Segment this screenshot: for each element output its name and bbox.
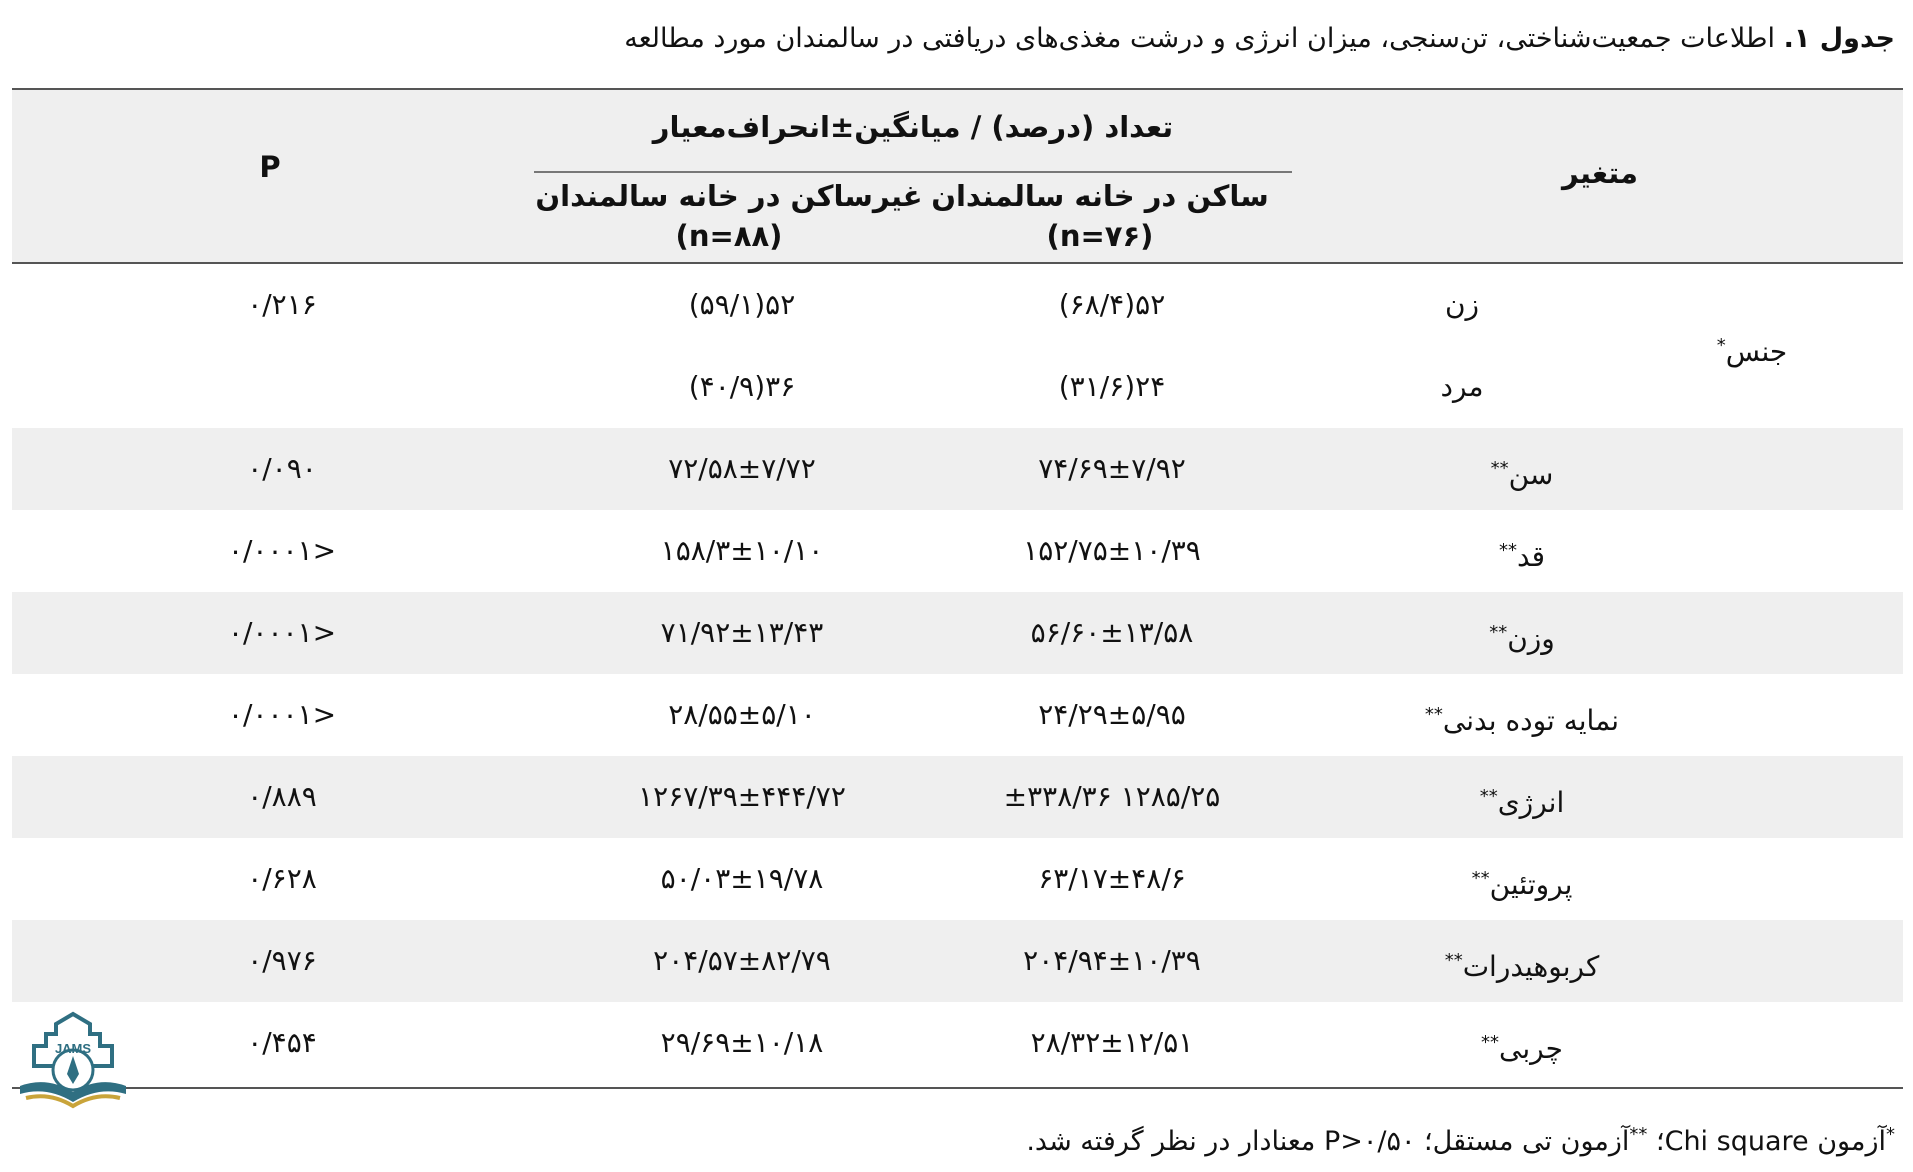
row-label-cell <box>1262 838 1782 920</box>
row-mark: ** <box>1498 540 1517 561</box>
row-label-cell <box>1262 674 1782 756</box>
row-mark: ** <box>1489 622 1508 643</box>
sex-male-label: مرد <box>1440 370 1484 403</box>
row-label: انرژی <box>1497 786 1565 819</box>
row-mark: ** <box>1490 458 1509 479</box>
row-label-cell <box>1262 510 1782 592</box>
row-p: ۰/۸۸۹ <box>247 780 317 813</box>
table-row <box>12 592 1903 674</box>
table-row <box>12 756 1903 838</box>
row-label-cell <box>1262 756 1782 838</box>
table-row <box>12 428 1903 510</box>
jams-logo <box>12 1008 134 1110</box>
row-mark: ** <box>1481 1032 1500 1053</box>
row-resident: ۱۲۸۵/۲۵ ±۳۳۸/۳۶ <box>1003 780 1221 813</box>
row-resident: ۶۳/۱۷±۴۸/۶ <box>1038 862 1186 895</box>
row-label: وزن <box>1507 622 1555 655</box>
caption-text: اطلاعات جمعیت‌شناختی، تن‌سنجی، میزان انرژی و درشت مغذی‌های دریافتی در سالمندان مورد مطالعه <box>624 23 1775 54</box>
table-footnote <box>40 1110 1895 1167</box>
row-resident: ۷۴/۶۹±۷/۹۲ <box>1038 452 1186 485</box>
row-label-cell <box>1262 428 1782 510</box>
footnote-text-1: آزمون Chi square؛ <box>1656 1126 1886 1157</box>
header-resident-label: ساکن در خانه سالمندان <box>931 179 1269 213</box>
row-p: <۰/۰۰۰۱ <box>227 616 337 649</box>
row-label: چربی <box>1499 1032 1563 1065</box>
row-label-cell <box>1262 1002 1782 1084</box>
row-nonresident: ۲۹/۶۹±۱۰/۱۸ <box>660 1026 824 1059</box>
row-p: ۰/۶۲۸ <box>247 862 317 895</box>
row-resident: ۲۸/۳۲±۱۲/۵۱ <box>1030 1026 1194 1059</box>
table-caption <box>40 14 1895 64</box>
row-label: نمایه توده بدنی <box>1442 704 1620 737</box>
sex-label: جنس <box>1725 335 1788 368</box>
row-resident: ۱۵۲/۷۵±۱۰/۳۹ <box>1023 534 1201 567</box>
row-resident: ۲۰۴/۹۴±۱۰/۳۹ <box>1023 944 1201 977</box>
footnote-mark-2: ** <box>1629 1124 1648 1145</box>
header-variable: متغیر <box>1561 156 1639 190</box>
row-p: ۰/۹۷۶ <box>247 944 317 977</box>
row-mark: ** <box>1479 786 1498 807</box>
table-bottom-rule <box>12 1087 1903 1089</box>
row-mark: ** <box>1471 868 1490 889</box>
header-subrule <box>534 171 1292 173</box>
header-resident-n: (n=۷۶) <box>1046 219 1154 253</box>
row-p: ۰/۰۹۰ <box>247 452 317 485</box>
table-row <box>12 674 1903 756</box>
sex-mark: * <box>1716 335 1726 356</box>
sex-male-nonresident: ۳۶(۴۰/۹) <box>688 370 796 403</box>
row-mark: ** <box>1444 950 1463 971</box>
row-p: ۰/۴۵۴ <box>247 1026 317 1059</box>
sex-female-nonresident: ۵۲(۵۹/۱) <box>688 288 796 321</box>
header-nonresident <box>534 176 924 256</box>
header-group-title: تعداد (درصد) / میانگین±انحراف‌معیار <box>652 110 1174 144</box>
table-row <box>12 510 1903 592</box>
row-nonresident: ۲۸/۵۵±۵/۱۰ <box>668 698 816 731</box>
footnote-mark-1: * <box>1886 1124 1895 1145</box>
header-resident <box>905 176 1295 256</box>
row-label: کربوهیدرات <box>1462 950 1600 983</box>
row-nonresident: ۵۰/۰۳±۱۹/۷۸ <box>660 862 824 895</box>
row-mark: ** <box>1424 704 1443 725</box>
footnote-text-2: آزمون تی مستقل؛ P>۰/۵۰ معنادار در نظر گرفته شد. <box>1026 1126 1630 1157</box>
row-label: سن <box>1508 458 1554 491</box>
table-row-sex <box>12 264 1903 428</box>
caption-prefix: جدول ۱. <box>1783 23 1895 54</box>
sex-male-resident: ۲۴(۳۱/۶) <box>1058 370 1166 403</box>
row-p: <۰/۰۰۰۱ <box>227 534 337 567</box>
table-row <box>12 1002 1903 1084</box>
sex-p: ۰/۲۱۶ <box>247 288 317 321</box>
header-nonresident-n: (n=۸۸) <box>675 219 783 253</box>
sex-female-label: زن <box>1444 288 1480 321</box>
row-resident: ۲۴/۲۹±۵/۹۵ <box>1038 698 1186 731</box>
table-row <box>12 838 1903 920</box>
header-p: P <box>259 150 281 184</box>
row-label-cell <box>1262 592 1782 674</box>
row-p: <۰/۰۰۰۱ <box>227 698 337 731</box>
table-row <box>12 920 1903 1002</box>
header-nonresident-label: غیرساکن در خانه سالمندان <box>535 179 923 213</box>
row-nonresident: ۷۲/۵۸±۷/۷۲ <box>668 452 816 485</box>
row-label-cell <box>1262 920 1782 1002</box>
row-resident: ۵۶/۶۰±۱۳/۵۸ <box>1030 616 1194 649</box>
row-nonresident: ۱۲۶۷/۳۹±۴۴۴/۷۲ <box>638 780 846 813</box>
row-nonresident: ۱۵۸/۳±۱۰/۱۰ <box>660 534 824 567</box>
row-nonresident: ۲۰۴/۵۷±۸۲/۷۹ <box>653 944 831 977</box>
sex-label-cell <box>1652 305 1852 387</box>
logo-text: JAMS <box>54 1041 92 1056</box>
sex-female-resident: ۵۲(۶۸/۴) <box>1058 288 1166 321</box>
row-nonresident: ۷۱/۹۲±۱۳/۴۳ <box>660 616 824 649</box>
row-label: پروتئین <box>1489 868 1573 901</box>
row-label: قد <box>1516 540 1546 573</box>
